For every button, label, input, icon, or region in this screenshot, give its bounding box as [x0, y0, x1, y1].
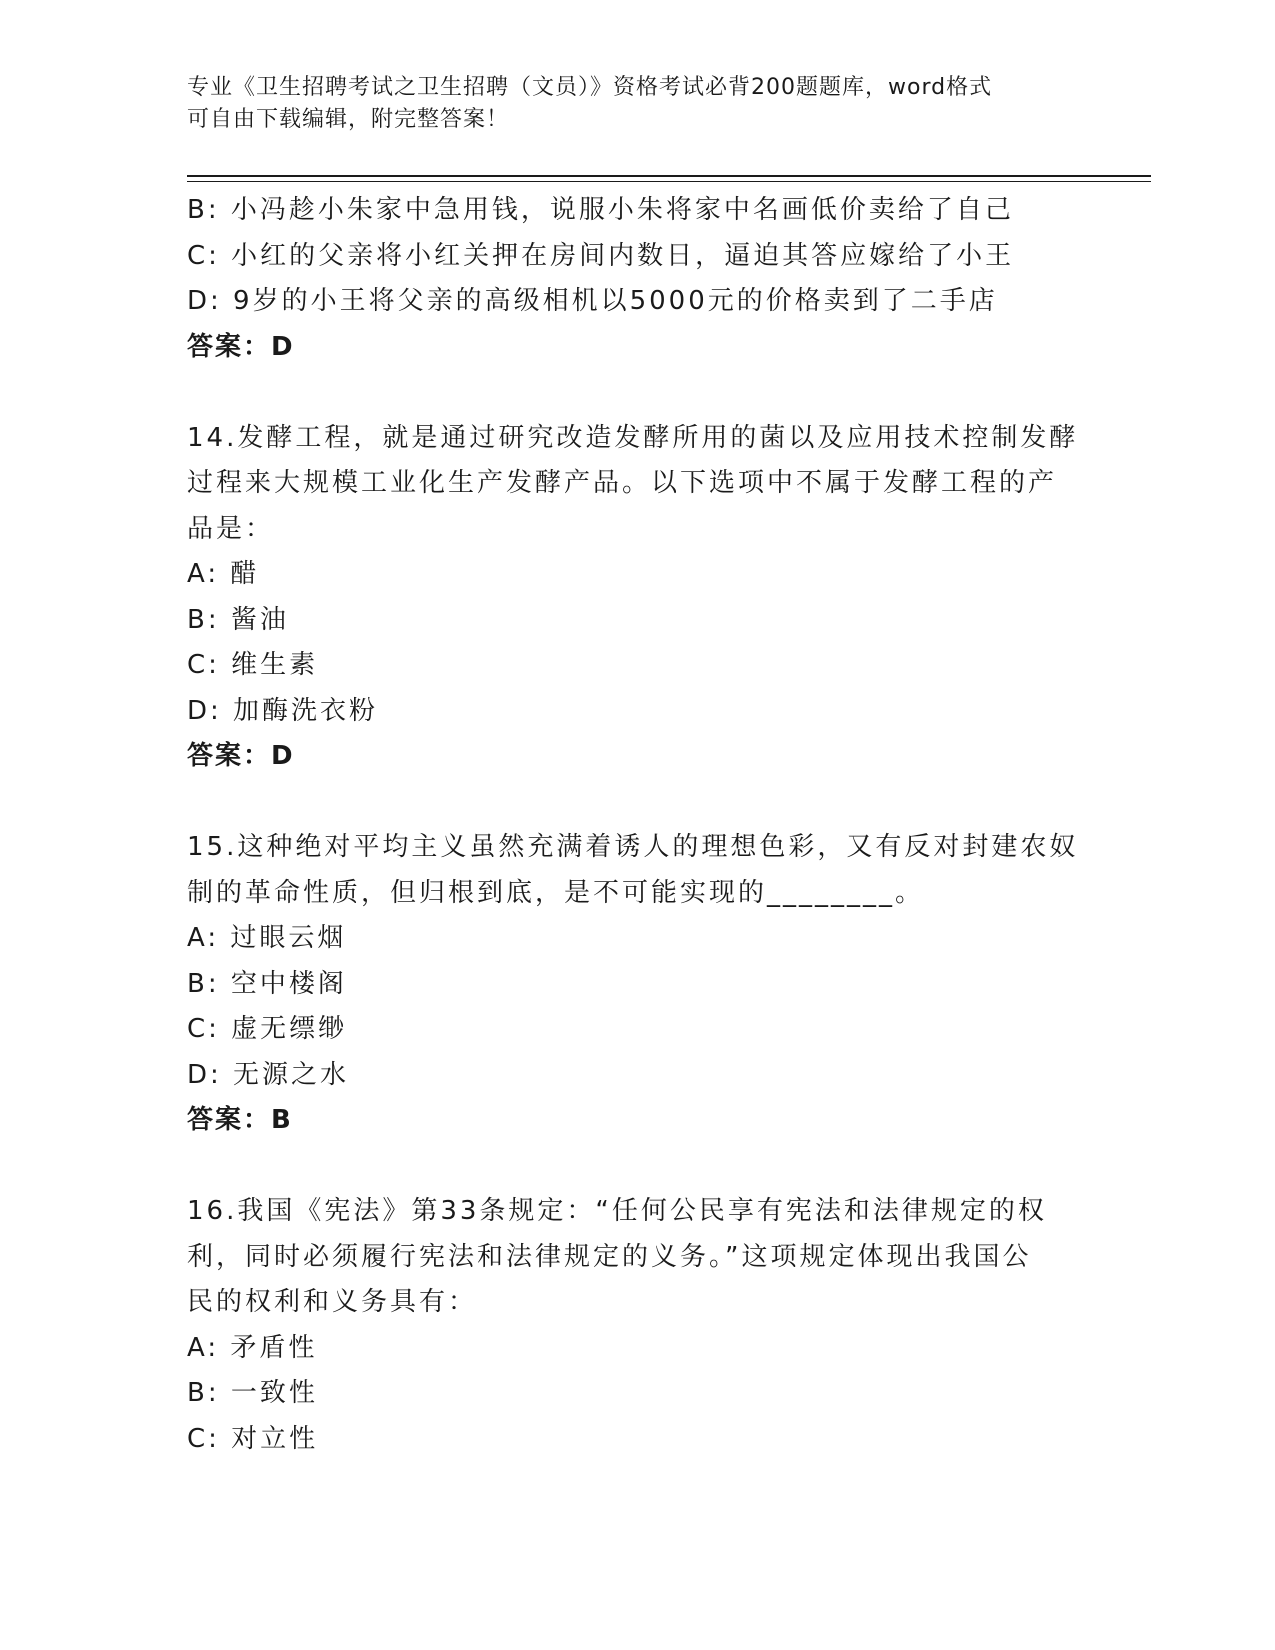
q13-option-b: B: 小冯趁小朱家中急用钱，说服小朱将家中名画低价卖给了自己	[187, 195, 1014, 225]
q13-option-c: C: 小红的父亲将小红关押在房间内数日，逼迫其答应嫁给了小王	[187, 240, 1015, 271]
q13-answer: 答案：D	[187, 331, 295, 362]
q14-answer: 答案：D	[187, 741, 295, 771]
q16-stem-line-2: 利，同时必须履行宪法和法律规定的义务。”这项规定体现出我国公	[187, 1241, 1032, 1272]
q14-option-a: A: 醋	[187, 559, 260, 589]
q14-option-d: D: 加酶洗衣粉	[187, 695, 379, 726]
q15-option-a: A: 过眼云烟	[187, 923, 347, 953]
q14-option-b: B: 酱油	[187, 604, 289, 635]
q16-option-b: B: 一致性	[187, 1378, 318, 1408]
q15-stem-line-1: 15.这种绝对平均主义虽然充满着诱人的理想色彩，又有反对封建农奴	[187, 832, 1079, 862]
q16-stem-line-3: 民的权利和义务具有：	[187, 1287, 478, 1317]
q16-option-c: C: 对立性	[187, 1423, 319, 1454]
q14-option-c: C: 维生素	[187, 650, 319, 680]
q16-stem-line-1: 16.我国《宪法》第33条规定：“任何公民享有宪法和法律规定的权	[187, 1196, 1047, 1226]
q14-stem-line-1: 14.发酵工程，就是通过研究改造发酵所用的菌以及应用技术控制发酵	[187, 422, 1079, 453]
q14-stem-line-2: 过程来大规模工业化生产发酵产品。以下选项中不属于发酵工程的产	[187, 468, 1058, 498]
q16-option-a: A: 矛盾性	[187, 1332, 318, 1363]
q15-option-b: B: 空中楼阁	[187, 968, 347, 999]
page-header	[187, 72, 1067, 136]
question-list	[187, 188, 1087, 1462]
question-spacer	[187, 370, 1087, 416]
q15-option-c: C: 虚无缥缈	[187, 1014, 348, 1044]
question-spacer	[187, 1144, 1087, 1190]
question-spacer	[187, 780, 1087, 826]
q14-stem-line-3: 品是：	[187, 513, 275, 544]
q15-option-d: D: 无源之水	[187, 1059, 350, 1090]
header-title-line-2: 可自由下载编辑，附完整答案！	[187, 107, 510, 132]
header-title-line-1: 专业《卫生招聘考试之卫生招聘（文员）》资格考试必背200题题库，word格式	[187, 75, 993, 100]
q13-option-d: D: 9岁的小王将父亲的高级相机以5000元的价格卖到了二手店	[187, 286, 998, 316]
header-divider-thick	[187, 175, 1151, 177]
q15-answer: 答案：B	[187, 1105, 293, 1135]
q15-stem-line-2: 制的革命性质，但归根到底，是不可能实现的________。	[187, 877, 925, 908]
header-divider-thin	[187, 181, 1151, 182]
